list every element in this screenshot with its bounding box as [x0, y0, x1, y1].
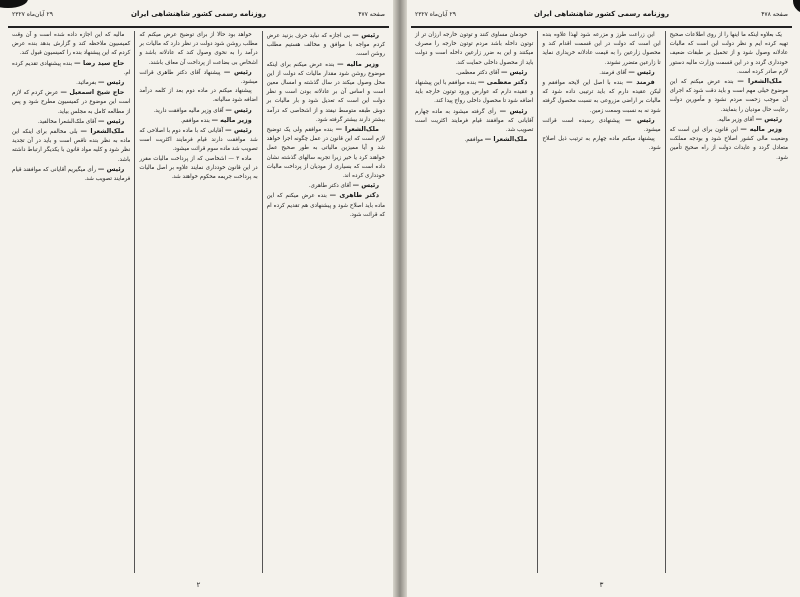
speaker-name: رئیس —: [98, 78, 125, 87]
paragraph-text: خواهد بود حالا از برای توضیح عرض میکنم که مطلب روشن شود دولت در نظر دارد که مالیات بر درآمد را به نحوی وصول کند که عادلانه باشد و اشخاص بی بضاعت از پرداخت آن معاف باشند.: [139, 32, 258, 66]
paragraph: [12, 31, 130, 59]
paragraph: [267, 60, 385, 125]
column: [411, 31, 538, 573]
speaker-name: فرمند —: [626, 78, 655, 87]
paragraph-text: این قانون برای این است که وضعیت مالی کشور اصلاح شود و بودجه مملکت متعادل گردد و عایدات دولت از راه صحیح تأمین شود.: [669, 127, 788, 161]
paragraph: [12, 59, 130, 78]
newspaper-title: روزنامه رسمی کشور شاهنشاهی ایران: [534, 10, 669, 18]
paragraph: [542, 116, 660, 135]
speaker-name: رئیس —: [352, 31, 379, 39]
paragraph: [415, 107, 533, 136]
scan-smudge: [793, 0, 800, 14]
paragraph-text: موافقم.: [464, 137, 483, 144]
speaker-name: وزیر مالیه —: [211, 115, 252, 124]
paragraph-text: یک بعلاوه اینکه ما اینها را از روی اطلاعات صحیح تهیه کرده ایم و نظر دولت این است که مالیات عادلانه وصول شود و از تحمیل بر طبقات ضعیف خودداری گردد و در این قسمت وزارت مالیه دستور لازم صادر کرده است.: [669, 32, 788, 75]
paragraph: [267, 181, 385, 191]
paragraph: [139, 106, 257, 116]
paragraph: [12, 88, 130, 117]
paragraph-text: بنده عرض میکنم برای اینکه موضوع روشن شود مقدار مالیات که دولت از این محل وصول میکند در سال گذشته و امسال معین است و اساس آن بر عادلانه بودن است و نظر دولت این است که تعدیل شود و بار مالیات بر دوش طبقه متوسط نیفتد و از اشخاصی که درآمد بیشتر دارند بیشتر گرفته شود.: [266, 61, 385, 123]
paragraph: [267, 191, 385, 220]
paragraph: [670, 77, 788, 115]
speaker-name: رئیس —: [223, 67, 252, 76]
footer-number: ۲: [196, 581, 201, 589]
header-rule: [8, 26, 389, 28]
speaker-name: رئیس —: [628, 67, 655, 76]
page-gutter: [393, 0, 407, 597]
right-page: [403, 0, 800, 597]
speaker-name: رئیس —: [352, 181, 379, 190]
paragraph: [139, 31, 257, 68]
paragraph: [12, 78, 130, 88]
left-page: [0, 0, 397, 597]
footer-number: ۳: [599, 581, 604, 589]
paragraph-text: مالیه که این اجازه داده شده است و آن وقت کمیسیون ملاحظه کند و گزارش بدهد بنده عرض کردم که این پیشنهاد بنده را کمیسیون قبول کند.: [12, 32, 131, 57]
paragraph: [415, 135, 533, 145]
paragraph: [670, 125, 788, 163]
paragraph-text: بنده عرض میکنم که این موضوع خیلی مهم است و باید دقت شود که اجرای آن موجب زحمت مردم نشود و مأمورین دولت رعایت حال مودیان را بنمایند.: [669, 79, 788, 113]
paragraph: [139, 68, 257, 87]
paragraph: [139, 87, 257, 105]
paragraph-text: پیشنهاد آقای دکتر طاهری قرائت میشود.: [139, 69, 258, 86]
issue-date: ۲۹ آبان‌ماه ۲۳۲۷: [415, 11, 456, 18]
paragraph-text: بنده پیشنهادی تقدیم کرده ام.: [12, 60, 131, 76]
paragraph-text: پیشنهاد میکنم در ماده دوم بعد از کلمه درآمد اضافه شود سالیانه.: [139, 88, 258, 104]
paragraph-text: پیشنهاد میکنم ماده چهارم به ترتیب ذیل اصلاح شود.: [542, 136, 661, 152]
paragraph: [542, 68, 660, 78]
column: [538, 31, 665, 573]
paragraph-text: این زراعت طرز و مزرعه شود لهذا علاوه بنده این است که دولت در این قسمت اقدام کند و محصول زارعین را به قیمت عادلانه خریداری نماید تا زارعین متضرر نشوند.: [542, 32, 661, 66]
paragraph-text: آقای ملک‌الشعرا مخالفید.: [37, 118, 97, 125]
newspaper-title: روزنامه رسمی کشور شاهنشاهی ایران: [131, 10, 266, 18]
issue-date: ۲۹ آبان‌ماه ۲۳۲۷: [12, 11, 53, 18]
speaker-name: رئیس —: [225, 126, 252, 135]
text-columns: [8, 31, 389, 573]
speaker-name: رئیس —: [98, 116, 125, 125]
speaker-name: رئیس —: [625, 115, 655, 124]
speaker-name: رئیس —: [501, 67, 528, 76]
speaker-name: رئیس —: [225, 105, 252, 114]
speaker-name: دکتر طاهری —: [329, 191, 380, 200]
paragraph: [670, 115, 788, 125]
paragraph-text: بنده عرض میکنم که این ماده باید اصلاح شود و پیشنهادی هم تقدیم کرده ام که قرائت شود.: [266, 193, 385, 218]
paragraph: [415, 68, 533, 78]
paragraph-text: رأی گرفته میشود به ماده چهارم آقایانی که موافقند قیام فرمایند اکثریت است تصویب شد.: [415, 108, 534, 134]
paragraph-text: آقایانی که با ماده دوم با اصلاحی که شد موافقت دارند قیام فرمایند اکثریت است تصویب شد ماده سوم قرائت میشود.: [139, 128, 258, 153]
speaker-name: ملک‌الشعرا —: [80, 127, 125, 136]
speaker-name: وزیر مالیه —: [337, 59, 380, 68]
paragraph: [139, 116, 257, 126]
paragraph-text: آقای دکتر معظمی.: [455, 69, 500, 76]
scan-smudge: [0, 0, 28, 8]
column: [8, 31, 135, 573]
paragraph-text: بنده موافقم.: [180, 117, 210, 124]
paragraph: [12, 117, 130, 127]
paragraph: [670, 31, 788, 77]
page-header: [411, 8, 792, 24]
paragraph: [415, 78, 533, 107]
speaker-name: ملک‌الشعرا —: [484, 135, 528, 144]
paragraph-text: رأی میگیریم آقایانی که موافقند قیام فرمایند تصویب شد.: [12, 166, 131, 183]
paragraph: [415, 31, 533, 68]
paragraph-text: بنده موافقم با این پیشنهاد و عقیده دارم که عوارض ورود توتون خارجه باید اضافه شود تا محصول داخلی رواج پیدا کند.: [415, 80, 534, 105]
paragraph-text: بنده موافقم ولی یک توضیح لازم است که این قانون در عمل چگونه اجرا خواهد شد و آیا ممیزین مالیاتی به طور صحیح عمل خواهند کرد یا خیر زیرا تجربه سالهای گذشته نشان داده است که بسیاری از مودیان از پرداخت مالیات خودداری کرده اند.: [266, 127, 385, 180]
paragraph-text: پیشنهادی رسیده است قرائت میشود.: [542, 117, 661, 134]
paragraph: [542, 78, 660, 116]
paragraph: [267, 31, 385, 60]
paragraph: [139, 126, 257, 155]
speaker-name: رئیس —: [755, 114, 782, 123]
speaker-name: ملک‌الشعرا —: [335, 125, 380, 134]
paragraph: [542, 31, 660, 68]
paragraph-text: آقای وزیر مالیه.: [717, 116, 754, 123]
paragraph-text: عرض کردم که لازم است این موضوع در کمیسیون مطرح شود و پس از مطالعه کامل به مجلس بیاید.: [12, 90, 131, 115]
speaker-name: وزیر مالیه —: [740, 125, 782, 134]
paragraph-text: ماده ۳ — اشخاصی که از پرداخت مالیات مقرر در این قانون خودداری نمایند علاوه بر اصل مالیات به پرداخت جریمه محکوم خواهند شد.: [139, 155, 258, 181]
paragraph-text: آقای فرمند.: [599, 69, 627, 76]
paragraph: [12, 127, 130, 165]
page-number: صفحه ۴۷۷: [358, 11, 385, 18]
paragraph-text: بی اجازه که نباید حرف بزنید عرض کردم مواجه با موافق و مخالف هستیم مطلب روشن است.: [266, 33, 385, 58]
paragraph-text: بلی مخالفم برای اینکه این ماده به نظر بنده ناقص است و باید در آن تجدید نظر شود و کلیه مواد قانون با یکدیگر ارتباط داشته باشد.: [12, 129, 131, 163]
speaker-name: دکتر معظمی —: [478, 78, 528, 87]
text-columns: [411, 31, 792, 573]
header-rule: [411, 26, 792, 28]
paragraph: [139, 155, 257, 183]
paragraph: [267, 125, 385, 181]
column: [263, 31, 389, 573]
column: [666, 31, 792, 573]
speaker-name: حاج سید رضا —: [74, 58, 125, 67]
speaker-name: رئیس —: [499, 106, 528, 115]
paragraph-text: خودمان مساوی کنند و توتون خارجه ارزان تر از توتون داخله باشد مردم توتون خارجه را مصرف میکنند و این به ضرر زارعین داخله است و دولت باید از محصول داخلی حمایت کند.: [415, 32, 534, 66]
paragraph-text: آقای وزیر مالیه موافقت دارید.: [153, 107, 224, 114]
column: [135, 31, 262, 573]
speaker-name: رئیس —: [97, 164, 125, 173]
page-number: صفحه ۴۷۸: [761, 11, 788, 18]
speaker-name: ملک‌الشعرا —: [737, 77, 783, 86]
paragraph: [12, 165, 130, 184]
paragraph-text: آقای دکتر طاهری.: [308, 183, 351, 190]
paragraph-text: بنده با اصل این لایحه موافقم و لیکن عقیده دارم که باید ترتیبی داده شود که مالیات بر اراضی مزروعی به نسبت محصول گرفته شود نه به نسبت وسعت زمین.: [542, 80, 661, 114]
paragraph: [542, 135, 660, 153]
page-header: [8, 8, 389, 24]
speaker-name: حاج شیخ اسمعیل —: [60, 88, 125, 97]
paragraph-text: بفرمائید.: [76, 80, 97, 87]
